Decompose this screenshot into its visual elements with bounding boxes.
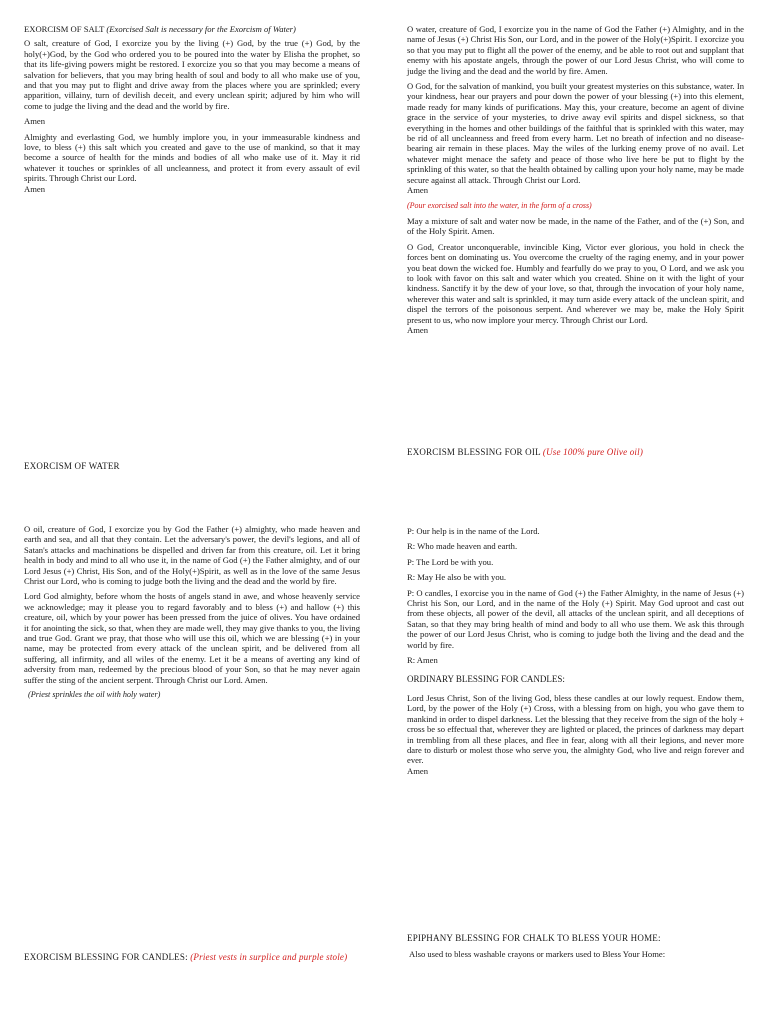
- salt-heading: EXORCISM OF SALT: [24, 24, 105, 34]
- versicle-2: R: Who made heaven and earth.: [407, 541, 518, 552]
- ordinary-candles-heading: ORDINARY BLESSING FOR CANDLES:: [407, 674, 565, 685]
- candles-response: R: Amen: [407, 655, 438, 666]
- ordinary-candles-prayer: Lord Jesus Christ, Son of the living God, bless these candles at our lowly request. Endow them, Lord, by the power of the Holy (+) Cross, with a blessing from on high, you who gave them to mankind in order to dispel darkness. Let the blessing that they receive from the sign of the holy + cross be so effectual that, wherever they are lighted or placed, the princes of darkness may depart in trembling from all these places, and flee in fear, along with all their legions, and never more dare to disturb or molest those who serve you, the almighty God, who live and reign forever and ever.: [407, 692, 744, 766]
- water-section: [407, 24, 744, 340]
- candles-exorcism-prayer: P: O candles, I exorcise you in the name of God (+) the Father Almighty, in the name of Jesus (+) Christ his Son, our Lord, and in the name of the Holy (+) Spirit. May God uproot and cast out from these objects, all power of the devil, all attacks of the unclean spirit, and all deceptions of Satan, so that they may bring health of mind and body to all who use them. We ask this through the power of our Lord Jesus Christ, who is coming to judge both the living and the dead and the world by fire.: [407, 587, 744, 650]
- versicle-4: R: May He also be with you.: [407, 572, 507, 583]
- candles-heading-note: (Priest vests in surplice and purple stole): [190, 952, 348, 962]
- salt-section: [24, 24, 360, 199]
- salt-heading-line: [24, 24, 360, 34]
- ordinary-candles-amen: Amen: [407, 765, 429, 776]
- salt-prayer-1: O salt, creature of God, I exorcize you by the living (+) God, by the true (+) God, by the holy(+)God, by the God who ordered you to be poured into the water by Elisha the prophet, so that its life-giving powers might be restored. I exorcize you so that you may become a means of salvation for believers, that you may bring health of soul and body to all who make use of you, and that you may put to flight and drive away from the places where you are sprinkled; every apparition, villainy, turn of devilish deceit, and every unclean spirit; adjured by him who will come to judge the living and the dead and the world by fire.: [24, 38, 360, 111]
- salt-prayer-2: Almighty and everlasting God, we humbly implore you, in your immeasurable kindness and love, to bless (+) this salt which you created and gave to the use of mankind, so that it may become a source of health for the minds and bodies of all who make use of it. May it rid whatever it touches or sprinkles of all uncleanness, and protect it from every assault of evil spirits. Through Christ our Lord.: [24, 131, 360, 184]
- oil-section: [24, 524, 360, 706]
- oil-heading-note: (Use 100% pure Olive oil): [542, 447, 644, 457]
- water-prayer-2: O God, for the salvation of mankind, you built your greatest mysteries on this substance, water. In your kindness, hear our prayers and pour down the power of your blessing (+) into this element, made ready for many kinds of purifications. May this, your creature, become an agent of divine grace in the service of your mysteries, to drive away evil spirits and dispel sickness, so that everything in the homes and other buildings of the faithful that is sprinkled with this water, may be rid of all uncleanness and freed from every harm. Let no breath of infection and no disease-bearing air remain in these places. May the wiles of the lurking enemy prove of no avail. Let whatever might menace the safety and peace of those who live here be put to flight by the sprinkling of this water, so that the health obtained by calling upon your holy name, may be made secure against all attack. Through Christ our Lord.: [407, 81, 744, 185]
- oil-prayer-1: O oil, creature of God, I exorcize you by God the Father (+) almighty, who made heaven and earth and sea, and all that they contain. Let the adversary's power, the devil's legions, and all of Satan's attacks and machinations be dispelled and driven far from this creature, oil. Let it bring health in body and mind to all who use it, in the name of God (+) the Father almighty, and of our Lord Jesus (+) Christ, His Son, and of the Holy(+)Spirit, as well as in the love of the same Jesus Christ our Lord, who is coming to judge both the living and the dead and the world by fire.: [24, 524, 360, 587]
- chalk-heading: EPIPHANY BLESSING FOR CHALK TO BLESS YOUR HOME:: [407, 933, 661, 943]
- salt-amen-2: Amen: [24, 183, 46, 194]
- oil-heading-line: [407, 447, 643, 457]
- water-prayer-4: O God, Creator unconquerable, invincible King, Victor ever glorious, you hold in check the forces bent on dominating us. You overcome the cruelty of the raging enemy, and in your power you beat down the wicked foe. Humbly and fearfully do we pray to you, O Lord, and we ask you to look with favor on this salt and water which you created. Shine on it with the light of your kindness. Sanctify it by the dew of your love, so that, through the invocation of your holy name, wherever this water and salt is sprinkled, it may turn aside every attack of the unclean spirit, and dispel the terrors of the poisonous serpent. And wherever we may be, make the Holy Spirit present to us, who now implore your mercy. Through Christ our Lord.: [407, 241, 744, 325]
- water-prayer-3: May a mixture of salt and water now be made, in the name of the Father, and of the (+) Son, and of the Holy Spirit. Amen.: [407, 215, 744, 237]
- candles-section: [407, 526, 744, 781]
- chalk-note: Also used to bless washable crayons or markers used to Bless Your Home:: [409, 949, 666, 959]
- versicle-3: P: The Lord be with you.: [407, 556, 494, 567]
- water-prayer-1: O water, creature of God, I exorcize you in the name of God the Father (+) Almighty, and in the name of Jesus (+) Christ His Son, our Lord, and in the power of the Holy(+)Spirit. I exorcize you so that you may put to flight all the power of the enemy, and be able to root out and supplant that enemy with his apostate angels, through the power of our Lord Jesus Christ, who will come to judge the living and the dead and the world by fire. Amen.: [407, 24, 744, 76]
- salt-amen-1: Amen: [24, 116, 46, 127]
- water-amen-4: Amen: [407, 324, 429, 335]
- water-heading: EXORCISM OF WATER: [24, 461, 120, 471]
- candles-heading-line: [24, 952, 360, 963]
- oil-prayer-2: Lord God almighty, before whom the hosts of angels stand in awe, and whose heavenly service we acknowledge; may it please you to regard favorably and to bless (+) and hallow (+) this creature, oil, which by your power has been pressed from the juice of olives. You have ordained it for anointing the sick, so that, when they are made well, they may give thanks to you, the living and true God. Grant we pray, that those who will use this oil, which we are blessing (+) in your name, may be protected from every attack of the unclean spirit, and be delivered from all suffering, all infirmity, and all wiles of the enemy. Let it be a means of averting any kind of adversity from man, redeemed by the precious blood of your Son, so that he may never again suffer the sting of the ancient serpent. Through Christ our Lord. Amen.: [24, 591, 360, 685]
- salt-heading-note: (Exorcised Salt is necessary for the Exorcism of Water): [106, 24, 296, 34]
- water-instruction: (Pour exorcised salt into the water, in the form of a cross): [407, 200, 592, 210]
- oil-heading: EXORCISM BLESSING FOR OIL: [407, 447, 541, 457]
- oil-instruction: (Priest sprinkles the oil with holy water): [28, 690, 161, 700]
- candles-heading: EXORCISM BLESSING FOR CANDLES:: [24, 952, 188, 962]
- versicle-1: P: Our help is in the name of the Lord.: [407, 526, 540, 536]
- water-amen-2: Amen: [407, 185, 429, 196]
